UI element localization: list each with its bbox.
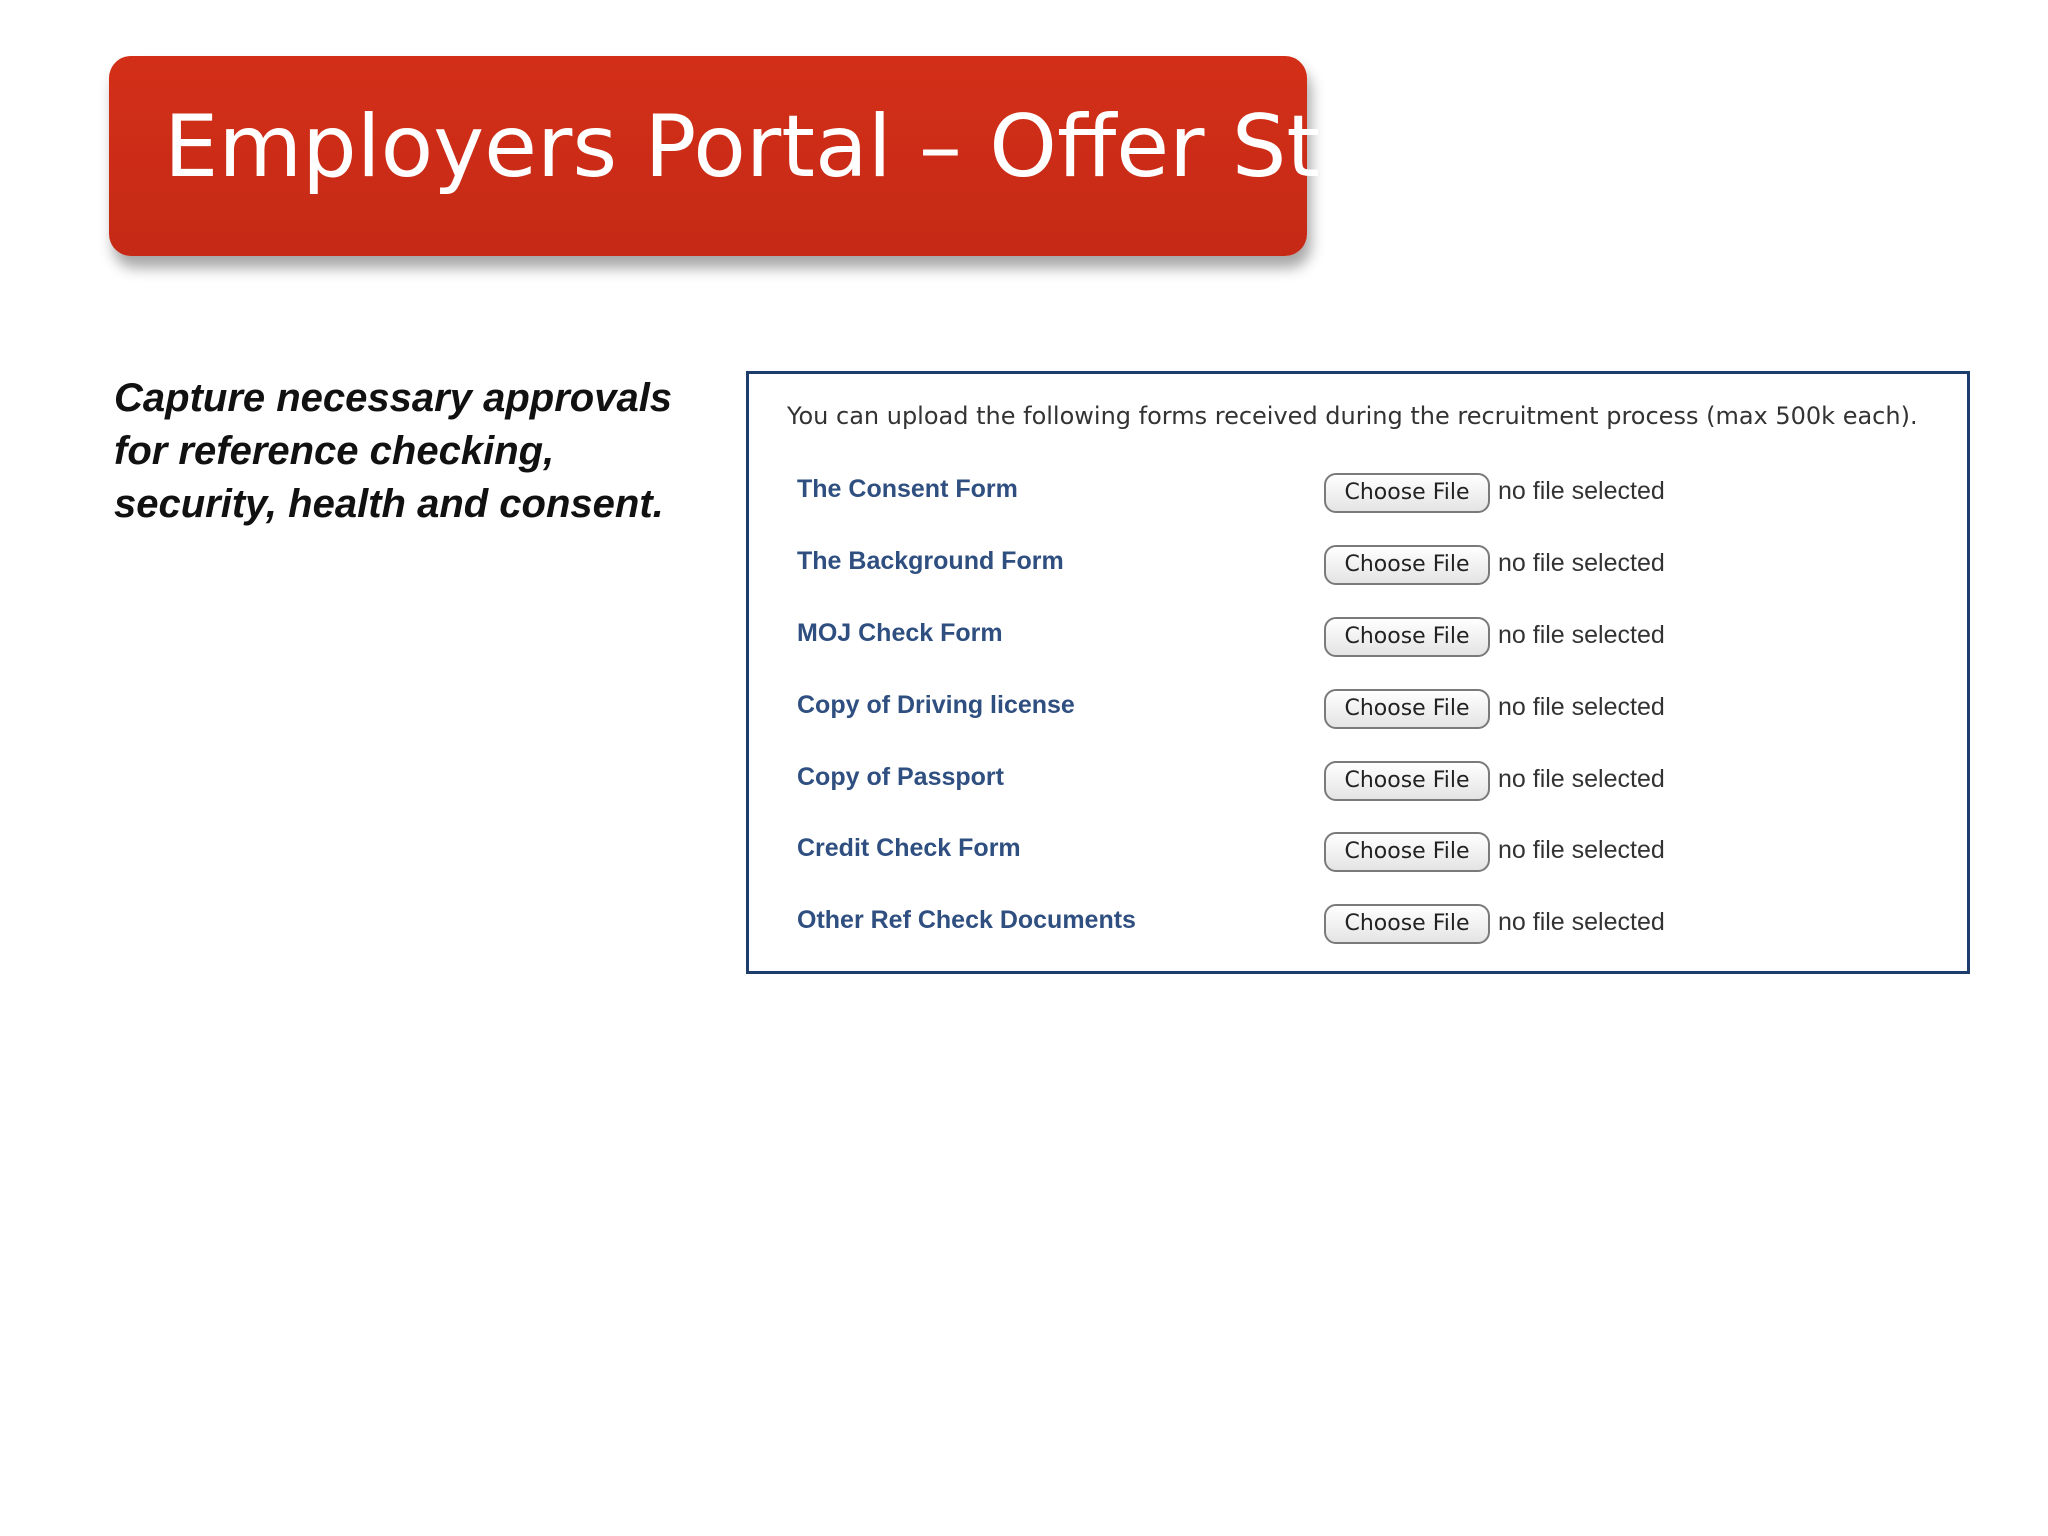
upload-row-consent-form bbox=[749, 471, 1967, 521]
file-status: no file selected bbox=[1498, 765, 1665, 793]
upload-label: Copy of Passport bbox=[797, 763, 1004, 791]
slide-title: Employers Portal – Offer Stage bbox=[164, 97, 1481, 197]
upload-label: Other Ref Check Documents bbox=[797, 906, 1136, 934]
upload-row-moj-check-form bbox=[749, 615, 1967, 665]
choose-file-button-passport[interactable]: Choose File bbox=[1324, 761, 1490, 801]
upload-row-passport bbox=[749, 759, 1967, 809]
upload-label: The Consent Form bbox=[797, 475, 1018, 503]
file-status: no file selected bbox=[1498, 908, 1665, 936]
file-status: no file selected bbox=[1498, 693, 1665, 721]
file-status: no file selected bbox=[1498, 549, 1665, 577]
choose-file-button-driving-license[interactable]: Choose File bbox=[1324, 689, 1490, 729]
upload-panel bbox=[746, 371, 1970, 974]
upload-row-background-form bbox=[749, 543, 1967, 593]
choose-file-button-credit-check-form[interactable]: Choose File bbox=[1324, 832, 1490, 872]
lead-text: Capture necessary approvals for reference checking, security, health and consent. bbox=[114, 376, 673, 526]
choose-file-button-moj-check-form[interactable]: Choose File bbox=[1324, 617, 1490, 657]
upload-row-driving-license bbox=[749, 687, 1967, 737]
file-status: no file selected bbox=[1498, 836, 1665, 864]
choose-file-button-consent-form[interactable]: Choose File bbox=[1324, 473, 1490, 513]
file-status: no file selected bbox=[1498, 477, 1665, 505]
upload-label: Copy of Driving license bbox=[797, 691, 1075, 719]
upload-instructions: You can upload the following forms received during the recruitment process (max 500k each). bbox=[787, 402, 1918, 430]
choose-file-button-other-ref-check-documents[interactable]: Choose File bbox=[1324, 904, 1490, 944]
upload-label: MOJ Check Form bbox=[797, 619, 1003, 647]
upload-label: Credit Check Form bbox=[797, 834, 1021, 862]
upload-label: The Background Form bbox=[797, 547, 1064, 575]
upload-row-other-ref-check-documents bbox=[749, 902, 1967, 952]
file-status: no file selected bbox=[1498, 621, 1665, 649]
choose-file-button-background-form[interactable]: Choose File bbox=[1324, 545, 1490, 585]
upload-row-credit-check-form bbox=[749, 830, 1967, 880]
title-banner bbox=[109, 56, 1481, 256]
